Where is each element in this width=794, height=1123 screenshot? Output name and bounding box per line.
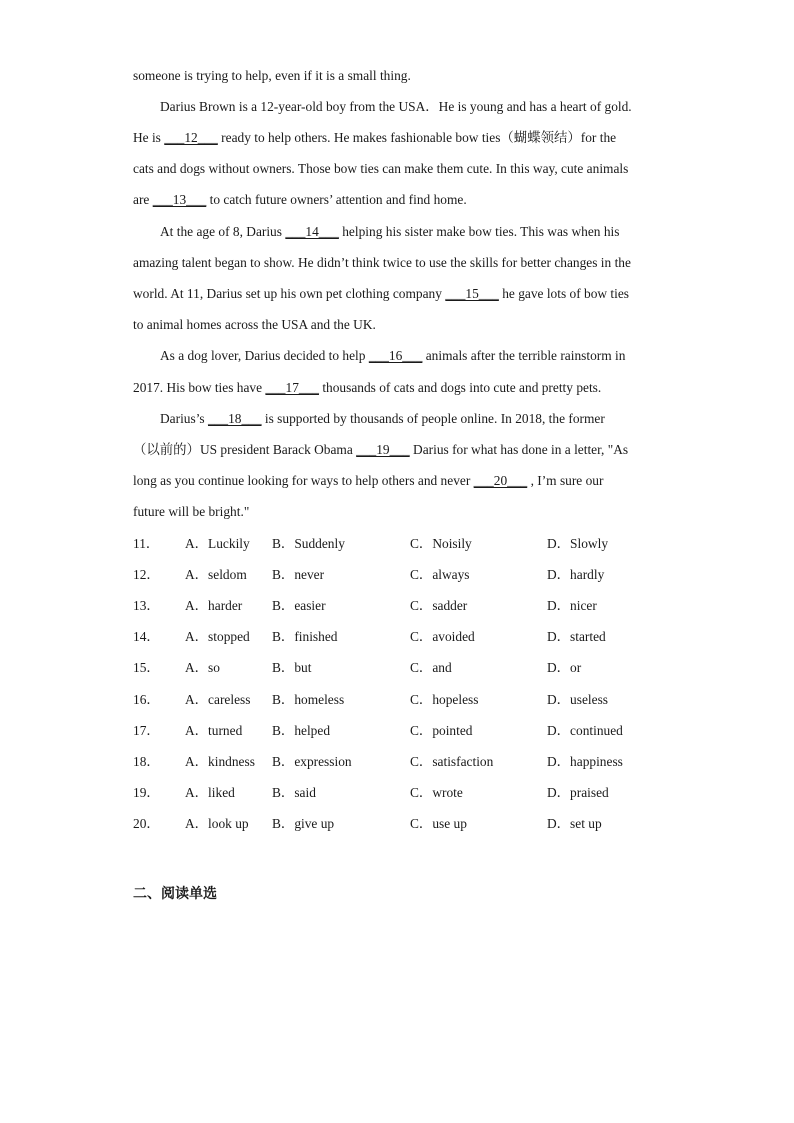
blank-15: ___15___ bbox=[445, 286, 499, 301]
question-number: 20． bbox=[133, 816, 160, 831]
option-c[interactable]: C．pointed bbox=[410, 723, 473, 738]
question-number: 17． bbox=[133, 723, 160, 738]
option-b[interactable]: B．never bbox=[272, 567, 325, 582]
blank-12: ___12___ bbox=[164, 130, 218, 145]
blank-17: ___17___ bbox=[265, 380, 319, 395]
passage-line: He is ___12___ ready to help others. He makes fashionable bow ties（蝴蝶领结）for the bbox=[133, 130, 617, 145]
blank-13: ___13___ bbox=[152, 192, 207, 207]
option-b[interactable]: B．but bbox=[272, 660, 312, 675]
option-a[interactable]: A．seldom bbox=[185, 567, 247, 582]
blank-19: ___19___ bbox=[356, 442, 410, 457]
option-d[interactable]: D．started bbox=[547, 629, 606, 644]
option-a[interactable]: A．look up bbox=[185, 816, 249, 831]
option-b[interactable]: B．Suddenly bbox=[272, 536, 345, 551]
passage-line: cats and dogs without owners. Those bow ties can make them cute. In this way, cute animals bbox=[133, 161, 629, 176]
option-b[interactable]: B．said bbox=[272, 785, 316, 800]
passage-line: （以前的）US president Barack Obama ___19___ Darius for what has done in a letter, "As bbox=[133, 442, 629, 457]
option-c[interactable]: C．use up bbox=[410, 816, 467, 831]
passage-line: As a dog lover, Darius decided to help ___16___ animals after the terrible rainstorm in bbox=[160, 348, 626, 363]
option-c[interactable]: C．and bbox=[410, 660, 452, 675]
option-a[interactable]: A．stopped bbox=[185, 629, 250, 644]
passage-line: future will be bright." bbox=[133, 504, 250, 519]
option-c[interactable]: C．wrote bbox=[410, 785, 463, 800]
question-number: 13． bbox=[133, 598, 160, 613]
option-d[interactable]: D．useless bbox=[547, 692, 608, 707]
question-number: 11． bbox=[133, 536, 160, 551]
question-number: 14． bbox=[133, 629, 160, 644]
option-d[interactable]: D．or bbox=[547, 660, 582, 675]
option-c[interactable]: C．avoided bbox=[410, 629, 475, 644]
passage-line: 2017. His bow ties have ___17___ thousands of cats and dogs into cute and pretty pets. bbox=[133, 380, 602, 395]
passage-line: someone is trying to help, even if it is a small thing. bbox=[133, 68, 411, 83]
question-number: 15． bbox=[133, 660, 160, 675]
passage-line: Darius’s ___18___ is supported by thousands of people online. In 2018, the former bbox=[160, 411, 605, 426]
question-number: 19． bbox=[133, 785, 160, 800]
option-d[interactable]: D．set up bbox=[547, 816, 602, 831]
option-c[interactable]: C．sadder bbox=[410, 598, 468, 613]
passage-line: are ___13___ to catch future owners’ attention and find home. bbox=[133, 192, 467, 207]
passage-line: to animal homes across the USA and the UK. bbox=[133, 317, 376, 332]
option-b[interactable]: B．expression bbox=[272, 754, 352, 769]
option-a[interactable]: A．so bbox=[185, 660, 220, 675]
blank-18: ___18___ bbox=[207, 411, 262, 426]
passage-line: Darius Brown is a 12-year-old boy from the USA．He is young and has a heart of gold. bbox=[160, 99, 632, 114]
option-b[interactable]: B．helped bbox=[272, 723, 331, 738]
option-c[interactable]: C．satisfaction bbox=[410, 754, 494, 769]
option-a[interactable]: A．kindness bbox=[185, 754, 255, 769]
passage-line: long as you continue looking for ways to help others and never ___20___ , I’m sure our bbox=[133, 473, 604, 488]
option-d[interactable]: D．nicer bbox=[547, 598, 597, 613]
option-d[interactable]: D．happiness bbox=[547, 754, 623, 769]
passage-line: At the age of 8, Darius ___14___ helping his sister make bow ties. This was when his bbox=[160, 224, 620, 239]
question-number: 18． bbox=[133, 754, 160, 769]
option-d[interactable]: D．Slowly bbox=[547, 536, 609, 551]
option-b[interactable]: B．homeless bbox=[272, 692, 345, 707]
option-a[interactable]: A．turned bbox=[185, 723, 243, 738]
option-c[interactable]: C．hopeless bbox=[410, 692, 479, 707]
blank-20: ___20___ bbox=[473, 473, 528, 488]
question-number: 12． bbox=[133, 567, 160, 582]
passage-line: world. At 11, Darius set up his own pet clothing company ___15___ he gave lots of bow ties bbox=[133, 286, 630, 301]
blank-16: ___16___ bbox=[368, 348, 423, 363]
passage-line: amazing talent began to show. He didn’t think twice to use the skills for better changes in the bbox=[133, 255, 631, 270]
option-b[interactable]: B．finished bbox=[272, 629, 338, 644]
option-a[interactable]: A．careless bbox=[185, 692, 251, 707]
question-number: 16． bbox=[133, 692, 160, 707]
option-d[interactable]: D．hardly bbox=[547, 567, 605, 582]
blank-14: ___14___ bbox=[285, 224, 339, 239]
option-b[interactable]: B．give up bbox=[272, 816, 335, 831]
option-c[interactable]: C．always bbox=[410, 567, 470, 582]
option-c[interactable]: C．Noisily bbox=[410, 536, 472, 551]
option-b[interactable]: B．easier bbox=[272, 598, 326, 613]
option-a[interactable]: A．Luckily bbox=[185, 536, 250, 551]
section-title: 二、阅读单选 bbox=[133, 886, 217, 902]
option-d[interactable]: D．praised bbox=[547, 785, 609, 800]
option-d[interactable]: D．continued bbox=[547, 723, 623, 738]
option-a[interactable]: A．liked bbox=[185, 785, 235, 800]
option-a[interactable]: A．harder bbox=[185, 598, 243, 613]
